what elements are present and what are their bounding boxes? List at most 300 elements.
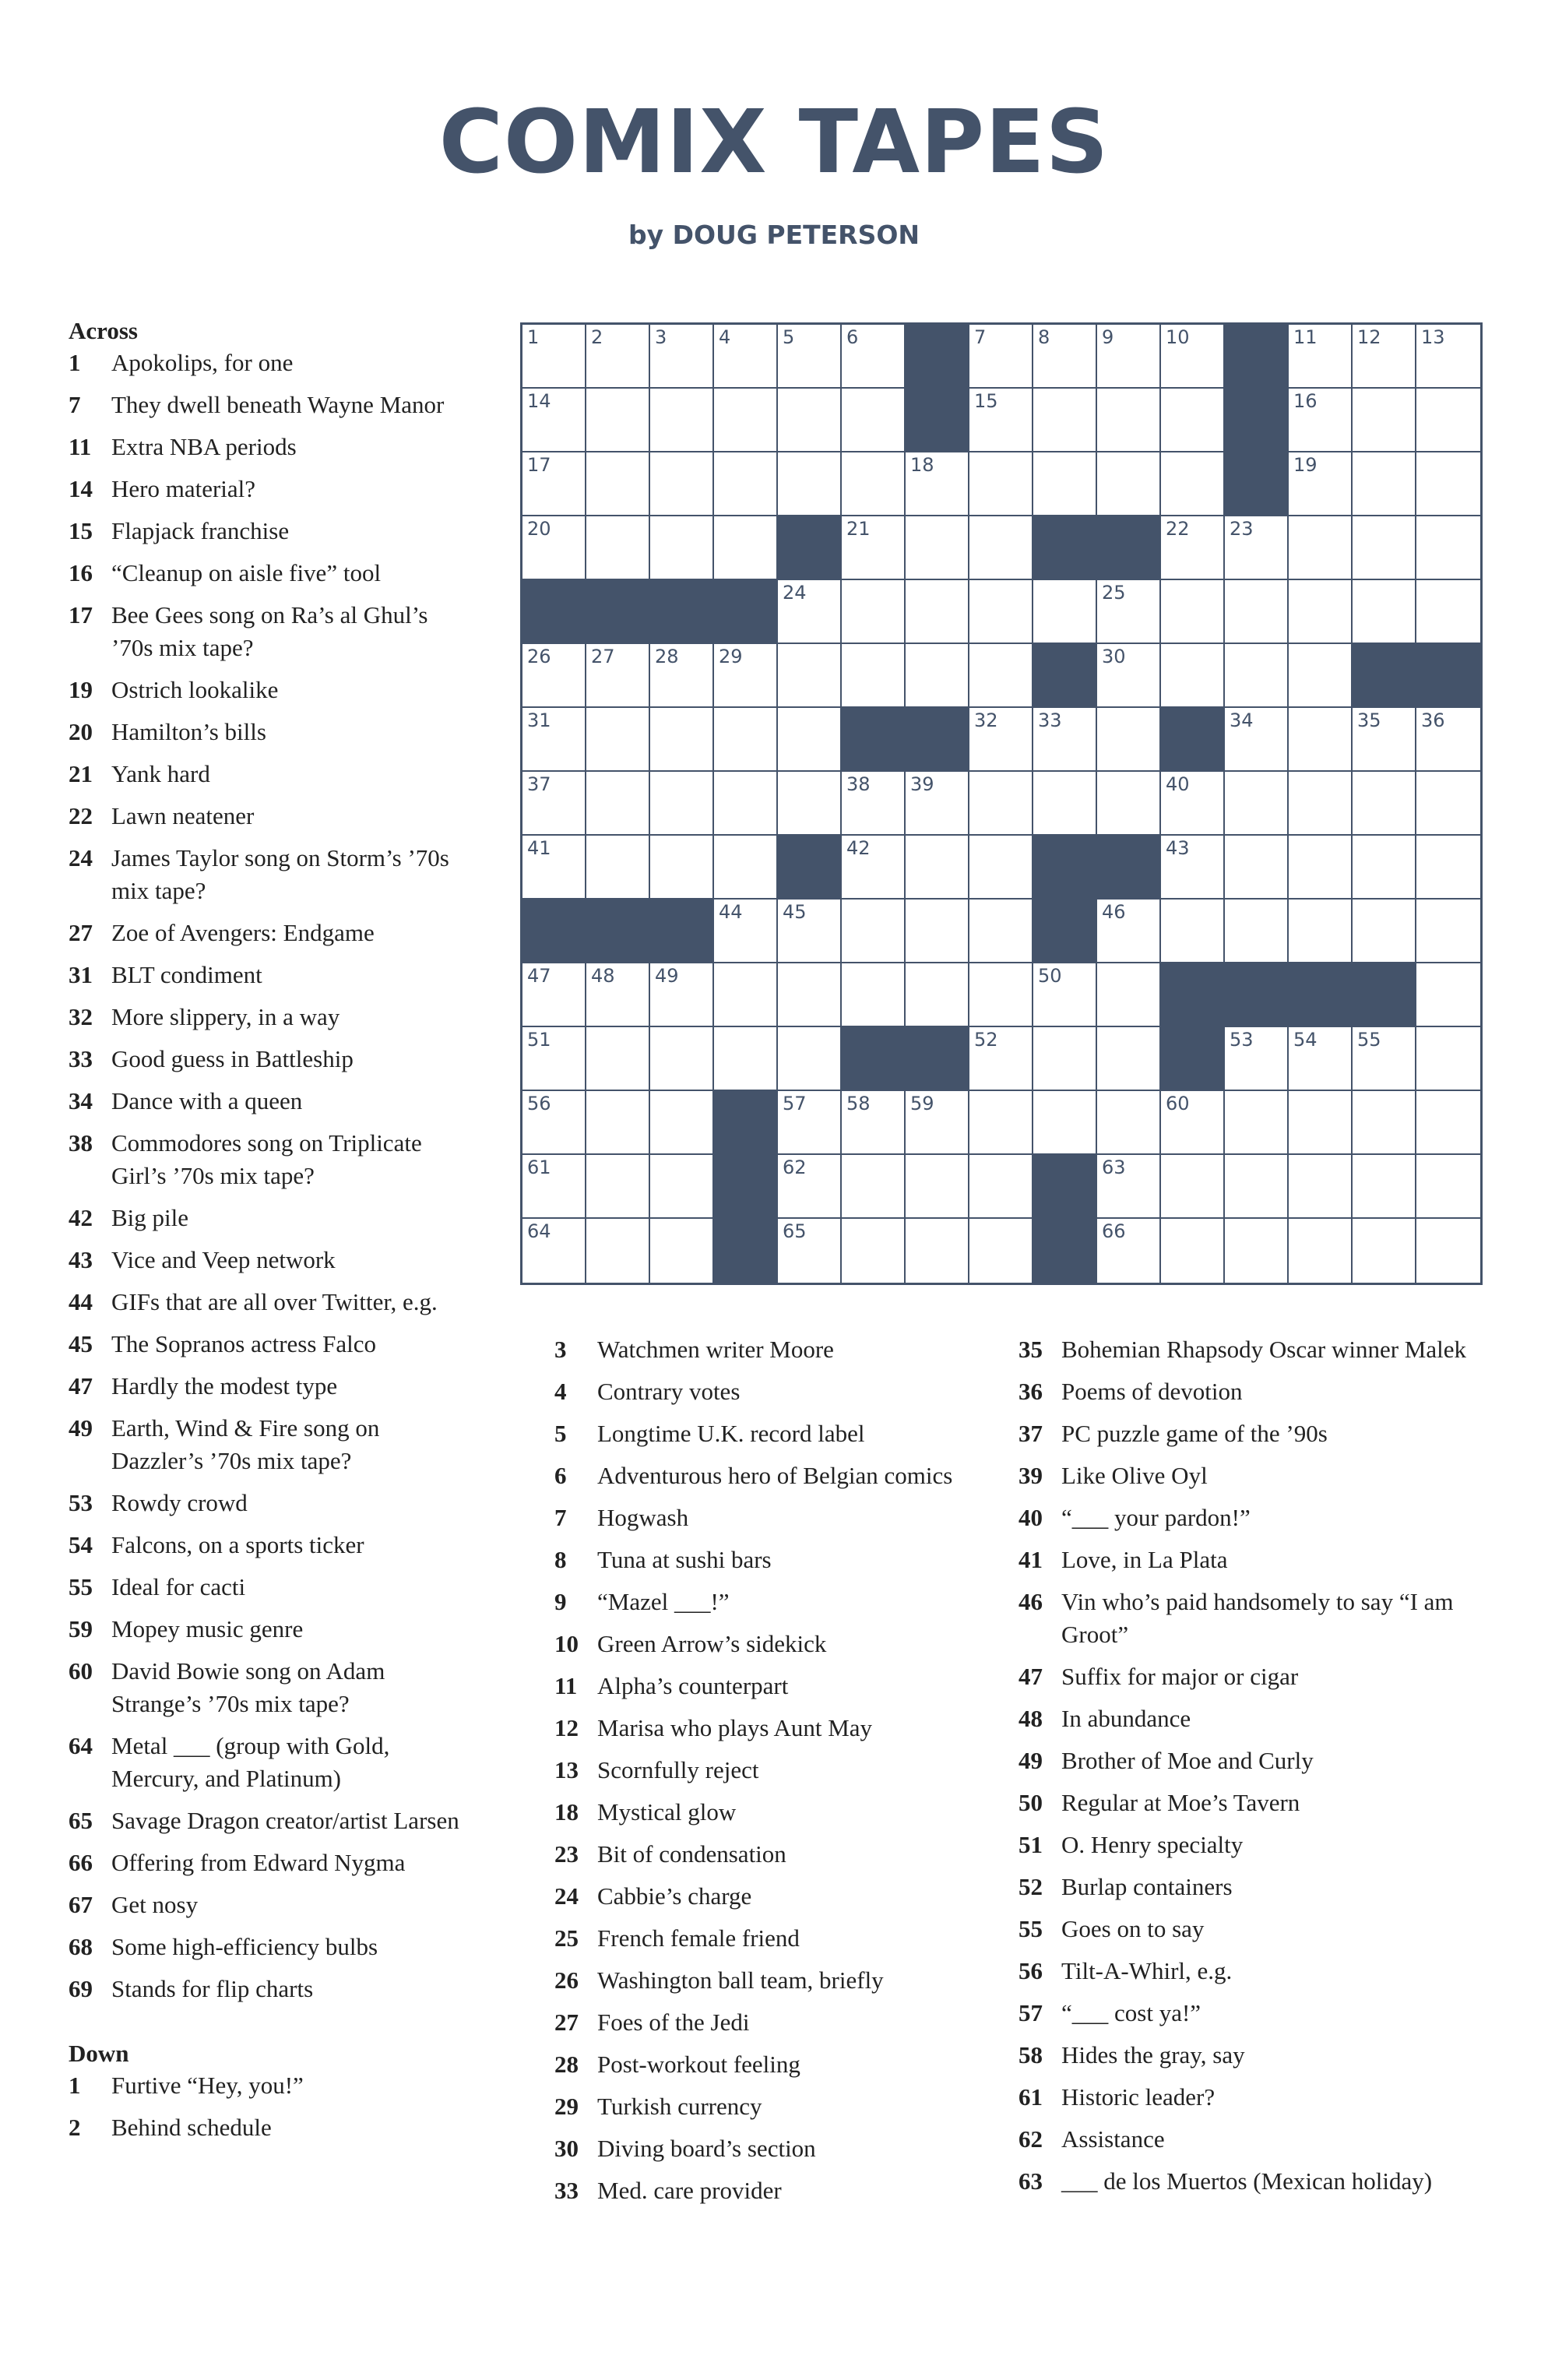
clue-number: 42: [69, 1204, 93, 1231]
grid-cell[interactable]: [778, 325, 842, 389]
clue-item[interactable]: [1019, 2039, 1486, 2072]
grid-cell[interactable]: [778, 1091, 842, 1155]
grid-cell[interactable]: [778, 644, 842, 708]
grid-cell[interactable]: [778, 1155, 842, 1219]
clue-item[interactable]: [69, 1487, 473, 1519]
clue-item[interactable]: [554, 1502, 990, 1534]
clue-item[interactable]: [69, 1085, 473, 1118]
clue-item[interactable]: [554, 1670, 990, 1702]
grid-cell[interactable]: [906, 644, 969, 708]
clue-item[interactable]: [69, 1613, 473, 1646]
grid-cell[interactable]: [586, 1219, 650, 1283]
clue-item[interactable]: [554, 1712, 990, 1745]
grid-cell[interactable]: [1097, 580, 1161, 644]
grid-cell[interactable]: [842, 836, 906, 900]
grid-cell[interactable]: [714, 452, 778, 516]
grid-cell[interactable]: [1289, 325, 1353, 389]
clue-item[interactable]: [1019, 2081, 1486, 2114]
clue-item[interactable]: [1019, 1997, 1486, 2030]
grid-cell[interactable]: [1225, 1027, 1289, 1091]
grid-cell[interactable]: [906, 772, 969, 836]
grid-cell[interactable]: [969, 389, 1033, 452]
grid-cell[interactable]: [1353, 452, 1416, 516]
grid-cell[interactable]: [1097, 1219, 1161, 1283]
clue-item[interactable]: [69, 1127, 473, 1192]
grid-cell[interactable]: [586, 772, 650, 836]
clue-item[interactable]: [69, 1370, 473, 1403]
grid-cell[interactable]: [714, 516, 778, 580]
grid-cell[interactable]: [586, 963, 650, 1027]
grid-cell[interactable]: [1225, 580, 1289, 644]
clue-item[interactable]: [69, 842, 473, 907]
clue-item[interactable]: [554, 1880, 990, 1913]
grid-cell[interactable]: [842, 772, 906, 836]
clue-item[interactable]: [1019, 1375, 1486, 1408]
grid-cell[interactable]: [842, 1219, 906, 1283]
clue-item[interactable]: [1019, 1829, 1486, 1861]
grid-cell[interactable]: [714, 963, 778, 1027]
clue-item[interactable]: [554, 2090, 990, 2123]
clue-item[interactable]: [554, 1922, 990, 1955]
clue-item[interactable]: [69, 1973, 473, 2005]
grid-cell[interactable]: [1416, 1155, 1480, 1219]
grid-cell[interactable]: [969, 516, 1033, 580]
grid-cell[interactable]: [1353, 325, 1416, 389]
clue-number: 33: [554, 2177, 579, 2204]
clue-item[interactable]: [69, 800, 473, 833]
grid-cell[interactable]: [1353, 580, 1416, 644]
grid-cell-number: 54: [1293, 1029, 1318, 1051]
grid-cell[interactable]: [906, 1091, 969, 1155]
grid-cell[interactable]: [1225, 900, 1289, 963]
grid-cell[interactable]: [1289, 1091, 1353, 1155]
grid-cell[interactable]: [1416, 900, 1480, 963]
grid-cell[interactable]: [522, 836, 586, 900]
grid-cell[interactable]: [1289, 1155, 1353, 1219]
grid-cell-number: 39: [910, 773, 934, 795]
grid-cell[interactable]: [650, 1155, 714, 1219]
grid-cell[interactable]: [1289, 708, 1353, 772]
clue-item[interactable]: [554, 1333, 990, 1366]
grid-cell[interactable]: [1353, 708, 1416, 772]
grid-cell-number: 30: [1102, 646, 1126, 667]
grid-cell[interactable]: [1289, 452, 1353, 516]
clue-item[interactable]: [69, 1571, 473, 1604]
grid-cell[interactable]: [969, 900, 1033, 963]
grid-cell[interactable]: [1225, 1091, 1289, 1155]
clue-item[interactable]: [554, 2174, 990, 2207]
clue-number: 7: [554, 1504, 567, 1531]
grid-cell[interactable]: [1033, 325, 1097, 389]
grid-cell[interactable]: [1416, 1027, 1480, 1091]
grid-cell[interactable]: [714, 836, 778, 900]
clue-item[interactable]: [69, 1931, 473, 1963]
grid-cell[interactable]: [586, 389, 650, 452]
clue-item[interactable]: [554, 2006, 990, 2039]
grid-cell[interactable]: [969, 963, 1033, 1027]
grid-cell[interactable]: [778, 452, 842, 516]
clue-item[interactable]: [1019, 1871, 1486, 1903]
grid-cell[interactable]: [969, 772, 1033, 836]
grid-cell[interactable]: [586, 644, 650, 708]
grid-cell[interactable]: [1033, 580, 1097, 644]
grid-cell[interactable]: [1353, 516, 1416, 580]
grid-cell[interactable]: [906, 580, 969, 644]
clue-item[interactable]: [69, 1730, 473, 1795]
grid-cell[interactable]: [1289, 900, 1353, 963]
grid-cell[interactable]: [586, 708, 650, 772]
grid-cell[interactable]: [714, 325, 778, 389]
grid-cell[interactable]: [1225, 836, 1289, 900]
grid-cell[interactable]: [1289, 836, 1353, 900]
grid-cell[interactable]: [1289, 389, 1353, 452]
grid-cell[interactable]: [1161, 452, 1225, 516]
grid-cell[interactable]: [1161, 1091, 1225, 1155]
grid-cell[interactable]: [1097, 772, 1161, 836]
clue-item[interactable]: [1019, 1955, 1486, 1987]
clue-item[interactable]: [554, 1796, 990, 1829]
grid-cell[interactable]: [522, 1091, 586, 1155]
grid-cell[interactable]: [650, 644, 714, 708]
grid-cell[interactable]: [522, 1027, 586, 1091]
grid-cell[interactable]: [969, 452, 1033, 516]
grid-cell[interactable]: [778, 580, 842, 644]
grid-cell[interactable]: [522, 963, 586, 1027]
grid-cell[interactable]: [842, 516, 906, 580]
grid-cell[interactable]: [1353, 389, 1416, 452]
grid-cell[interactable]: [1225, 1155, 1289, 1219]
grid-cell-number: 36: [1421, 709, 1445, 731]
clue-text: Scornfully reject: [597, 1756, 759, 1783]
grid-block: [586, 580, 650, 644]
grid-cell[interactable]: [1097, 1091, 1161, 1155]
clue-text: O. Henry specialty: [1061, 1831, 1244, 1858]
clue-item[interactable]: [554, 1544, 990, 1576]
clue-item[interactable]: [69, 1244, 473, 1276]
grid-cell[interactable]: [842, 389, 906, 452]
grid-cell[interactable]: [1353, 836, 1416, 900]
grid-cell[interactable]: [1353, 1027, 1416, 1091]
grid-cell[interactable]: [1416, 708, 1480, 772]
clue-item[interactable]: [69, 1412, 473, 1477]
grid-cell[interactable]: [842, 580, 906, 644]
clue-item[interactable]: [554, 1754, 990, 1787]
grid-cell[interactable]: [650, 389, 714, 452]
grid-cell[interactable]: [906, 900, 969, 963]
grid-cell[interactable]: [522, 325, 586, 389]
grid-cell[interactable]: [778, 708, 842, 772]
grid-cell[interactable]: [1161, 516, 1225, 580]
grid-cell[interactable]: [969, 1155, 1033, 1219]
grid-cell[interactable]: [650, 772, 714, 836]
grid-cell[interactable]: [1289, 644, 1353, 708]
clue-item[interactable]: [554, 2048, 990, 2081]
clue-item[interactable]: [69, 515, 473, 547]
grid-cell[interactable]: [1161, 836, 1225, 900]
grid-cell[interactable]: [906, 516, 969, 580]
clue-text: Green Arrow’s sidekick: [597, 1630, 827, 1657]
grid-cell[interactable]: [1416, 389, 1480, 452]
clue-item[interactable]: [1019, 1745, 1486, 1777]
grid-cell[interactable]: [650, 963, 714, 1027]
grid-block: [1289, 963, 1353, 1027]
grid-cell-number: 19: [1293, 454, 1318, 476]
grid-cell[interactable]: [714, 389, 778, 452]
clue-item[interactable]: [69, 1286, 473, 1319]
grid-cell[interactable]: [522, 644, 586, 708]
grid-cell[interactable]: [1033, 1027, 1097, 1091]
clue-number: 29: [554, 2093, 579, 2120]
clue-item[interactable]: [69, 716, 473, 748]
grid-cell[interactable]: [1416, 1091, 1480, 1155]
grid-cell[interactable]: [969, 708, 1033, 772]
clue-item[interactable]: [1019, 1333, 1486, 1366]
grid-cell[interactable]: [586, 836, 650, 900]
grid-cell[interactable]: [778, 772, 842, 836]
grid-cell[interactable]: [714, 900, 778, 963]
clue-item[interactable]: [1019, 1586, 1486, 1651]
clue-item[interactable]: [554, 1628, 990, 1660]
clue-item[interactable]: [554, 1586, 990, 1618]
clue-item[interactable]: [69, 1043, 473, 1076]
grid-cell[interactable]: [1225, 1219, 1289, 1283]
clue-item[interactable]: [1019, 1913, 1486, 1945]
clue-item[interactable]: [69, 1847, 473, 1879]
grid-cell[interactable]: [1033, 708, 1097, 772]
grid-cell[interactable]: [906, 1219, 969, 1283]
grid-cell[interactable]: [1033, 772, 1097, 836]
grid-cell[interactable]: [1353, 900, 1416, 963]
grid-cell[interactable]: [650, 1219, 714, 1283]
grid-cell[interactable]: [969, 1091, 1033, 1155]
clue-text: Marisa who plays Aunt May: [597, 1714, 873, 1741]
grid-cell[interactable]: [1353, 1219, 1416, 1283]
grid-cell[interactable]: [714, 644, 778, 708]
grid-cell[interactable]: [586, 516, 650, 580]
grid-cell[interactable]: [1353, 772, 1416, 836]
grid-cell[interactable]: [842, 1155, 906, 1219]
grid-cell[interactable]: [1033, 452, 1097, 516]
clue-item[interactable]: [1019, 1544, 1486, 1576]
grid-cell[interactable]: [1353, 1091, 1416, 1155]
grid-cell[interactable]: [906, 452, 969, 516]
grid-cell[interactable]: [1033, 963, 1097, 1027]
grid-cell-number: 8: [1038, 326, 1050, 348]
clue-item[interactable]: [69, 1804, 473, 1837]
grid-cell[interactable]: [1416, 516, 1480, 580]
clue-item[interactable]: [69, 347, 473, 379]
clue-item[interactable]: [69, 917, 473, 949]
grid-cell-number: 59: [910, 1093, 934, 1114]
grid-cell-number: 56: [527, 1093, 551, 1114]
clue-text: Extra NBA periods: [111, 433, 297, 460]
grid-cell[interactable]: [1416, 836, 1480, 900]
grid-cell[interactable]: [586, 1155, 650, 1219]
grid-cell[interactable]: [1161, 1155, 1225, 1219]
grid-cell[interactable]: [714, 772, 778, 836]
grid-cell[interactable]: [1097, 963, 1161, 1027]
grid-cell[interactable]: [1225, 644, 1289, 708]
grid-cell[interactable]: [1353, 1155, 1416, 1219]
grid-cell[interactable]: [650, 836, 714, 900]
grid-cell[interactable]: [906, 963, 969, 1027]
grid-cell[interactable]: [1289, 1219, 1353, 1283]
across-clue-list: [69, 347, 473, 2005]
grid-cell[interactable]: [1416, 772, 1480, 836]
clue-number: 69: [69, 1975, 93, 2002]
grid-cell[interactable]: [522, 772, 586, 836]
grid-cell[interactable]: [778, 963, 842, 1027]
clue-text: Alpha’s counterpart: [597, 1672, 789, 1699]
clue-item[interactable]: [1019, 1660, 1486, 1693]
grid-cell[interactable]: [1161, 580, 1225, 644]
grid-cell[interactable]: [1416, 580, 1480, 644]
clue-item[interactable]: [69, 389, 473, 421]
clue-item[interactable]: [69, 557, 473, 590]
grid-cell[interactable]: [1033, 1091, 1097, 1155]
grid-cell[interactable]: [778, 900, 842, 963]
grid-cell[interactable]: [1097, 900, 1161, 963]
grid-cell[interactable]: [1289, 580, 1353, 644]
grid-block: [1353, 644, 1416, 708]
grid-cell[interactable]: [1097, 1027, 1161, 1091]
grid-cell[interactable]: [1225, 708, 1289, 772]
clue-item[interactable]: [1019, 1502, 1486, 1534]
grid-cell[interactable]: [778, 1027, 842, 1091]
grid-cell[interactable]: [1097, 1155, 1161, 1219]
clue-item[interactable]: [554, 1417, 990, 1450]
grid-cell[interactable]: [650, 708, 714, 772]
grid-cell[interactable]: [650, 1027, 714, 1091]
clue-item[interactable]: [69, 674, 473, 706]
clue-item[interactable]: [69, 1001, 473, 1033]
clue-item[interactable]: [554, 2132, 990, 2165]
grid-block: [1161, 963, 1225, 1027]
clue-item[interactable]: [554, 1838, 990, 1871]
grid-cell[interactable]: [586, 1027, 650, 1091]
clue-item[interactable]: [1019, 1702, 1486, 1735]
clue-item[interactable]: [69, 1529, 473, 1561]
clue-item[interactable]: [1019, 1459, 1486, 1492]
clue-item[interactable]: [69, 2069, 473, 2102]
grid-cell[interactable]: [969, 580, 1033, 644]
clue-item[interactable]: [554, 1964, 990, 1997]
grid-cell[interactable]: [650, 452, 714, 516]
clue-item[interactable]: [1019, 1787, 1486, 1819]
grid-cell[interactable]: [778, 1219, 842, 1283]
grid-cell[interactable]: [522, 1219, 586, 1283]
grid-cell[interactable]: [522, 1155, 586, 1219]
grid-cell[interactable]: [842, 325, 906, 389]
grid-cell[interactable]: [1289, 516, 1353, 580]
grid-cell[interactable]: [906, 1155, 969, 1219]
grid-cell[interactable]: [969, 325, 1033, 389]
grid-cell[interactable]: [969, 836, 1033, 900]
grid-cell[interactable]: [969, 644, 1033, 708]
grid-cell[interactable]: [522, 452, 586, 516]
grid-cell[interactable]: [650, 516, 714, 580]
grid-cell[interactable]: [969, 1219, 1033, 1283]
clue-text: Assistance: [1061, 2125, 1165, 2153]
clue-item[interactable]: [69, 1889, 473, 1921]
grid-cell[interactable]: [1097, 325, 1161, 389]
grid-cell[interactable]: [969, 1027, 1033, 1091]
grid-cell[interactable]: [522, 708, 586, 772]
clue-item[interactable]: [69, 1655, 473, 1720]
grid-cell[interactable]: [522, 389, 586, 452]
grid-cell[interactable]: [1033, 389, 1097, 452]
grid-cell[interactable]: [1161, 772, 1225, 836]
grid-cell[interactable]: [1416, 1219, 1480, 1283]
grid-cell[interactable]: [778, 389, 842, 452]
grid-cell[interactable]: [1225, 772, 1289, 836]
grid-cell[interactable]: [1161, 644, 1225, 708]
grid-cell[interactable]: [1161, 1219, 1225, 1283]
grid-cell[interactable]: [586, 1091, 650, 1155]
grid-cell[interactable]: [714, 708, 778, 772]
grid-cell-number: 31: [527, 709, 551, 731]
grid-cell[interactable]: [842, 644, 906, 708]
grid-cell-number: 48: [591, 965, 615, 987]
clue-number: 47: [1019, 1663, 1043, 1690]
grid-cell-number: 9: [1102, 326, 1114, 348]
grid-cell[interactable]: [522, 516, 586, 580]
grid-cell[interactable]: [1161, 900, 1225, 963]
grid-cell-number: 21: [846, 518, 871, 540]
grid-cell[interactable]: [906, 836, 969, 900]
grid-cell[interactable]: [1097, 452, 1161, 516]
clue-item[interactable]: [69, 599, 473, 664]
clue-item[interactable]: [69, 473, 473, 505]
grid-cell[interactable]: [1289, 1027, 1353, 1091]
clue-item[interactable]: [69, 431, 473, 463]
clue-item[interactable]: [69, 959, 473, 991]
grid-cell[interactable]: [586, 452, 650, 516]
grid-cell[interactable]: [842, 1091, 906, 1155]
grid-cell[interactable]: [842, 963, 906, 1027]
grid-cell[interactable]: [1161, 325, 1225, 389]
grid-cell[interactable]: [650, 325, 714, 389]
clue-item[interactable]: [1019, 1417, 1486, 1450]
grid-cell[interactable]: [1097, 389, 1161, 452]
clue-item[interactable]: [1019, 2123, 1486, 2156]
grid-cell[interactable]: [1416, 963, 1480, 1027]
grid-cell[interactable]: [1225, 516, 1289, 580]
clue-number: 8: [554, 1546, 567, 1573]
grid-cell[interactable]: [1416, 452, 1480, 516]
grid-cell[interactable]: [1161, 389, 1225, 452]
grid-cell[interactable]: [1097, 644, 1161, 708]
clue-number: 34: [69, 1087, 93, 1114]
clue-item[interactable]: [69, 2111, 473, 2144]
grid-cell[interactable]: [842, 900, 906, 963]
clue-text: Vin who’s paid handsomely to say “I am Groot”: [1061, 1588, 1454, 1648]
grid-cell[interactable]: [1289, 772, 1353, 836]
clue-item[interactable]: [554, 1375, 990, 1408]
grid-cell[interactable]: [650, 1091, 714, 1155]
clue-item[interactable]: [69, 1202, 473, 1234]
grid-cell[interactable]: [842, 452, 906, 516]
clue-item[interactable]: [69, 1328, 473, 1361]
grid-cell[interactable]: [586, 325, 650, 389]
grid-cell[interactable]: [1097, 708, 1161, 772]
clue-number: 27: [69, 919, 93, 946]
grid-cell[interactable]: [714, 1027, 778, 1091]
clue-item[interactable]: [554, 1459, 990, 1492]
grid-cell[interactable]: [1416, 325, 1480, 389]
clue-item[interactable]: [69, 758, 473, 790]
clue-item[interactable]: [1019, 2165, 1486, 2198]
